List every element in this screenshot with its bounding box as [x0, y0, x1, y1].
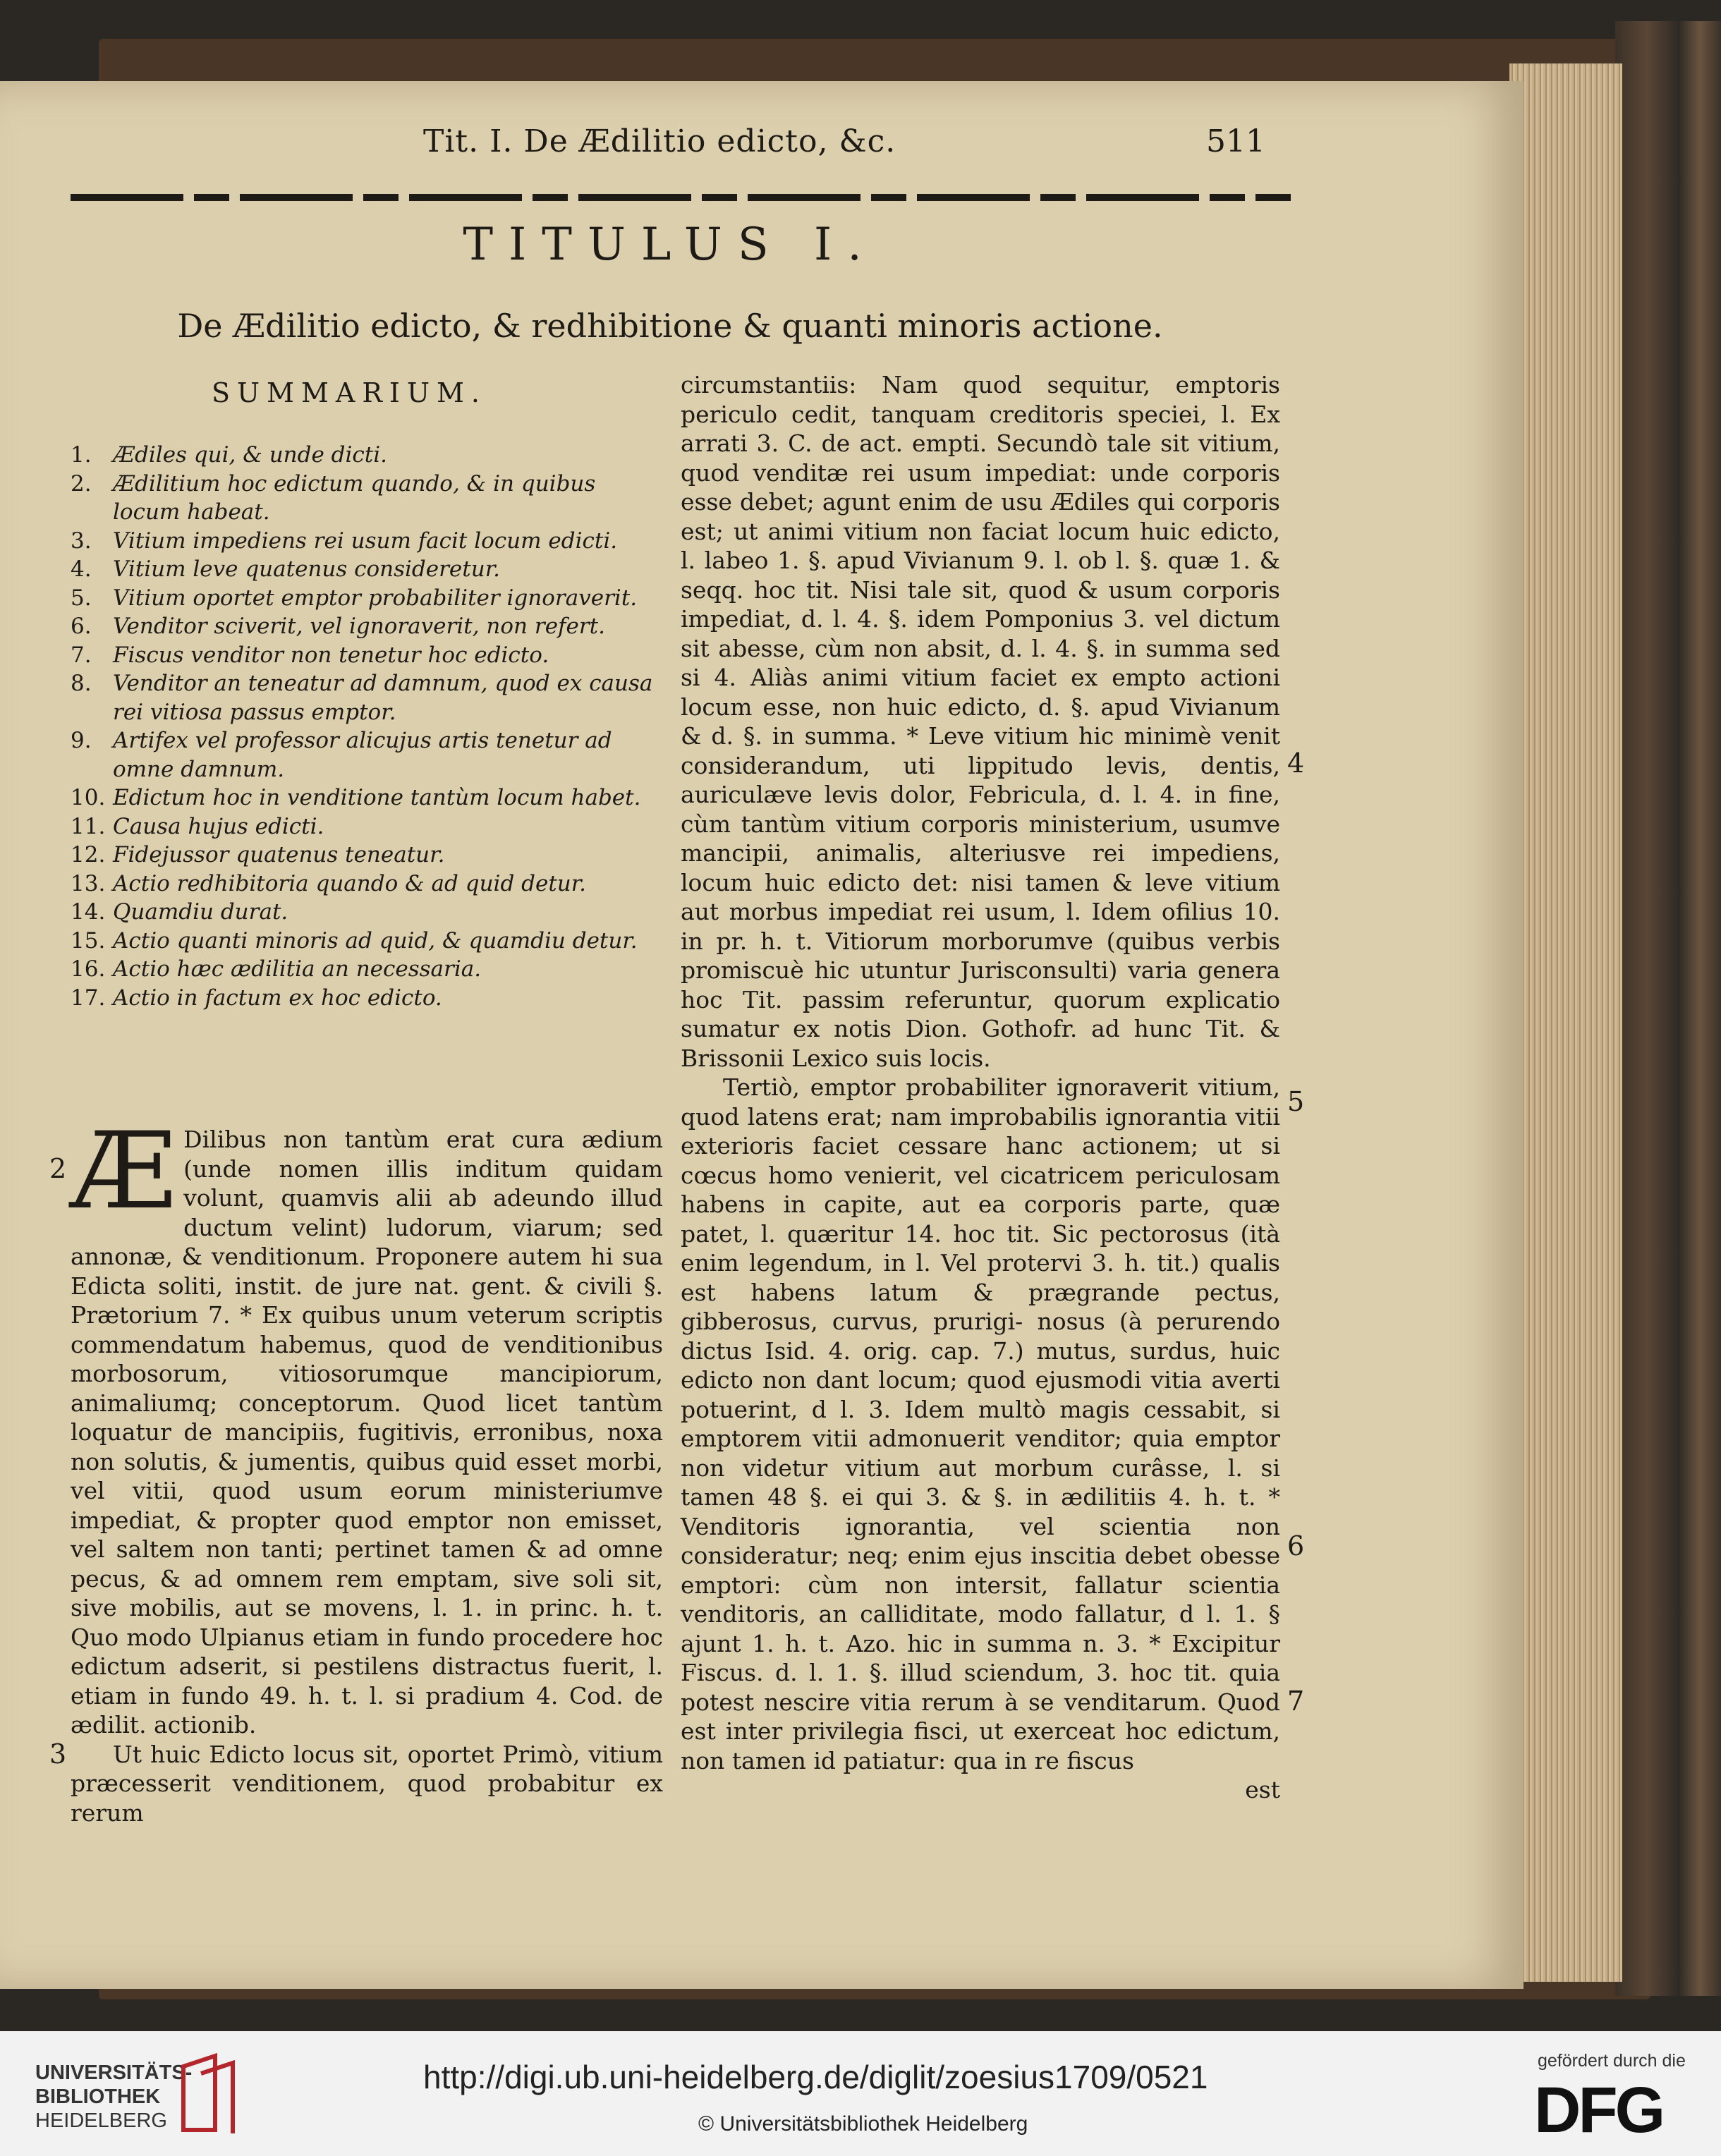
drop-capital: Æ	[71, 1110, 177, 1233]
summary-item: 4. Vitium leve quatenus consideretur.	[71, 556, 500, 582]
margin-number: 6	[1287, 1530, 1305, 1561]
copyright-notice: © Universitätsbibliothek Heidelberg	[698, 2112, 1028, 2136]
running-title: Tit. I. De Ædilitio edicto, &c.	[423, 123, 896, 159]
summary-item: 3. Vitium impediens rei usum facit locum edicti.	[71, 528, 618, 554]
margin-number: 7	[1287, 1686, 1305, 1717]
library-name: UNIVERSITÄTS- BIBLIOTHEK HEIDELBERG	[35, 2061, 193, 2132]
summary-item: 11. Causa hujus edicti.	[71, 813, 324, 839]
body-paragraph: circumstantiis: Nam quod sequitur, emptoris periculo cedit, tanquam creditoris speciei, l. Ex arrati 3. C. de act. empti. Secundò tale sit vitium, quod venditæ rei usum impediat: unde corporis esse debet; agunt enim de usu Ædiles qui corporis est; ut animi vitium non faciat locum huic edicto, l. labeo 1. §. apud Vivianum 9. l. ob l. §. quæ 1. & seqq. hoc tit. Nisi tale sit, quod & usum corporis impediat, d. l. 4. §. idem Pomponius 3. vel dictum sit abesse, cùm non absit, d. l. 4. §. in summa sed si 4. Aliàs animi vitium faciet ex empto actioni locum esse, non huic edicto, d. §. apud Vivianum & d. §. in summa. * Leve vitium hic minimè venit considerandum, uti lippitudo levis, dentis, auriculæve levis dolor, Febricula, d. l. 4. in fine, cùm tantùm vitium corporis ministerium, usumve mancipii, animalis, alteriusve rei impediens, locum huic edicto det: nisi tamen & leve vitium aut morbus impediat rei usum, l. Idem ofilius 10. in pr. h. t. Vitiorum morborumve (quibus verbis promiscuè hic utuntur Jurisconsulti) varia genera hoc Tit. passim referuntur, quorum explicatio sumatur ex notis Dion. Gothofr. ad hunc Tit. & Brissonii Lexico suis locis.	[681, 371, 1280, 1072]
right-column-text	[681, 370, 1280, 1805]
margin-number: 4	[1287, 748, 1305, 779]
margin-number: 3	[49, 1738, 67, 1770]
summary-item: 2. Ædilitium hoc edictum quando, & in quibus locum habeat.	[71, 470, 596, 525]
catchword: est	[1245, 1776, 1280, 1803]
margin-number: 2	[49, 1153, 67, 1184]
body-paragraph: Dilibus non tantùm erat cura ædium (unde nomen illis inditum quidam volunt, quamvis alii ab adeundo illud ductum velint) ludorum, viarum; sed annonæ, & venditionum. Proponere autem hi sua Edicta soliti, instit. de jure nat. gent. & civili §. Prætorium 7. * Ex quibus unum veterum scriptis commendatum habemus, quod de venditionibus morbosorum, vitiosorumque mancipiorum, animaliumq; conceptorum. Quod licet tantùm loquatur de mancipiis, fugitivis, erronibus, noxa non solutis, & jumentis, quibus quid esset morbi, vel vitii, quod usum eorum ministeriumve impediat, & propter quod emptor non emisset, vel saltem non tanti; pertinet tamen & ad omne pecus, & ad omnem rem emptam, sive soli sit, sive mobilis, aut se movens, l. 1. in princ. h. t. Quo modo Ulpianus etiam in fundo procedere hoc edictum adserit, si pestilens distractus fuerit, l. etiam in fundo 49. h. t. l. si pradium 4. Cod. de ædilit. actionib.	[71, 1126, 663, 1738]
summary-list	[71, 441, 663, 1012]
page-number: 511	[1206, 123, 1265, 159]
summary-item: 10. Edictum hoc in venditione tantùm locum habet.	[71, 785, 641, 810]
funding-label: gefördert durch die	[1538, 2051, 1686, 2071]
dfg-logo: DFG	[1534, 2074, 1663, 2146]
footer-bar	[0, 2031, 1721, 2156]
summary-item: 13. Actio redhibitoria quando & ad quid detur.	[71, 870, 587, 896]
summary-heading: SUMMARIUM.	[212, 377, 487, 408]
left-column-text	[71, 1110, 663, 1827]
body-paragraph: Ut huic Edicto locus sit, oportet Primò, vitium præcesserit venditionem, quod probabitur ex rerum	[71, 1740, 663, 1827]
page-edges	[1509, 63, 1622, 1982]
book-spine	[1615, 21, 1721, 1996]
summary-item: 9. Artifex vel professor alicujus artis tenetur ad omne damnum.	[71, 728, 612, 782]
summary-item: 7. Fiscus venditor non tenetur hoc edicto.	[71, 642, 549, 668]
permalink-url[interactable]: http://digi.ub.uni-heidelberg.de/diglit/zoesius1709/0521	[423, 2059, 1208, 2095]
summary-item: 6. Venditor sciverit, vel ignoraverit, non refert.	[71, 614, 605, 639]
summary-item: 16. Actio hæc ædilitia an necessaria.	[71, 956, 482, 982]
header-rule	[71, 194, 1291, 201]
margin-number: 5	[1287, 1086, 1305, 1117]
summary-item: 5. Vitium oportet emptor probabiliter ignoraverit.	[71, 585, 638, 611]
summary-item: 1. Ædiles qui, & unde dicti.	[71, 442, 388, 468]
chapter-title: TITULUS I.	[463, 219, 877, 271]
summary-item: 12. Fidejussor quatenus teneatur.	[71, 842, 445, 867]
chapter-subtitle: De Ædilitio edicto, & redhibitione & quanti minoris actione.	[177, 307, 1163, 345]
library-logo-icon	[176, 2052, 240, 2137]
summary-item: 14. Quamdiu durat.	[71, 899, 288, 925]
summary-item: 8. Venditor an teneatur ad damnum, quod ex causa rei vitiosa passus emptor.	[71, 671, 653, 725]
summary-item: 15. Actio quanti minoris ad quid, & quamdiu detur.	[71, 927, 638, 954]
book-page	[0, 81, 1524, 1989]
summary-item: 17. Actio in factum ex hoc edicto.	[71, 985, 442, 1011]
body-paragraph: Tertiò, emptor probabiliter ignoraverit vitium, quod latens erat; nam improbabilis ignorantia vitii exterioris faciet cessare hanc actionem; ut si cœcus homo venierit, vel cicatricem periculosam habens in capite, aut ea corporis parte, quæ patet, l. quæritur 14. hoc tit. Sic pectorosus (ità enim legendum, in l. Vel protervi 3. h. tit.) qualis est habens latum & prægrande pectus, gibberosus, curvus, prurigi- nosus (à perurendo dictus Isid. 4. orig. cap. 7.) mutus, surdus, huic edicto non dant locum; quod ejusmodi vitia averti potuerint, d l. 3. Idem multò magis cessabit, si emptorem vitii admonuerit venditor; quia emptor non videtur vitium aut morbum curâsse, l. si tamen 48 §. ei qui 3. & §. in ædilitiis 4. h. t. * Venditoris ignorantia, vel scientia non consideratur; neq; enim ejus inscitia debet obesse emptori: cùm non intersit, fallatur scientia venditoris, an calliditate, modo fallatur, d l. 1. § ajunt 1. h. t. Azo. hic in summa n. 3. * Excipitur Fiscus. d. l. 1. §. illud sciendum, 3. hoc tit. quia potest nescire vitia rerum à se venditarum. Quod est inter privilegia fisci, ut exerceat hoc edictum, non tamen id patiatur: qua in re fiscus	[681, 1073, 1280, 1774]
